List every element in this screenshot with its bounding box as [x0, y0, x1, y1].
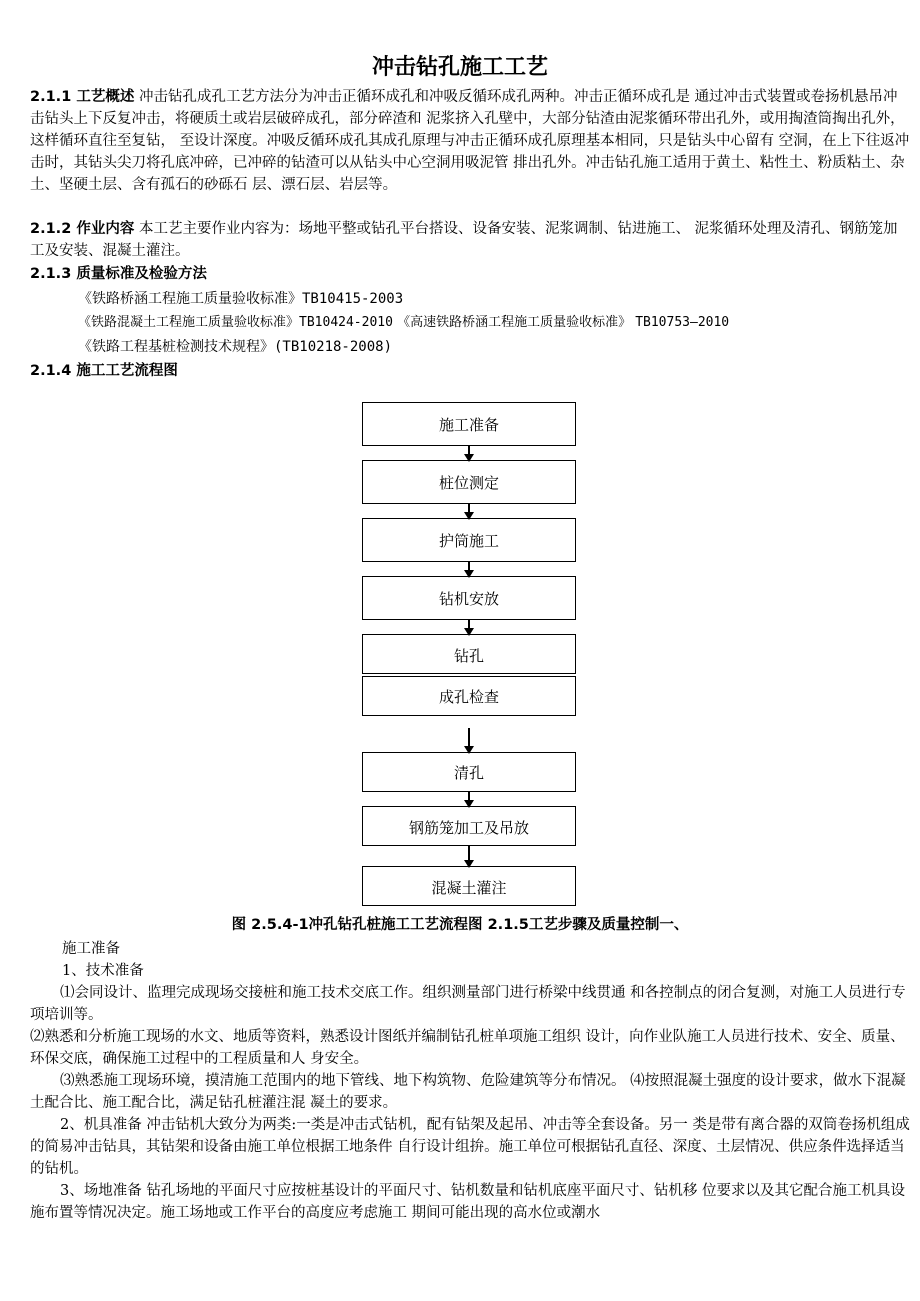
- paragraph: 1、技术准备: [62, 963, 144, 979]
- flow-step: 成孔检查: [362, 676, 576, 716]
- standard-reference: 《铁路桥涵工程施工质量验收标准》TB10415-2003: [78, 291, 404, 307]
- section-2-1-4-heading: 2.1.4 施工工艺流程图: [30, 363, 178, 379]
- figure-caption: 图 2.5.4-1冲孔钻孔桩施工工艺流程图 2.1.5工艺步骤及质量控制一、: [231, 917, 689, 933]
- flow-step: 钻孔: [362, 634, 576, 674]
- flow-arrow: [468, 792, 470, 806]
- flow-step: 清孔: [362, 752, 576, 792]
- section-text: 本工艺主要作业内容为：场地平整或钻孔平台搭设、设备安装、泥浆调制、钻进施工、 泥浆循环处理及清孔、钢筋笼加工及安装、混凝土灌注。: [30, 221, 898, 259]
- flow-step: 钻机安放: [362, 576, 576, 620]
- section-2-1-3-heading: 2.1.3 质量标准及检验方法: [30, 266, 207, 282]
- page-title: 冲击钻孔施工工艺: [371, 55, 548, 80]
- flow-arrow: [468, 446, 470, 460]
- flow-arrow: [468, 728, 470, 752]
- flow-arrow: [468, 562, 470, 576]
- paragraph: 施工准备: [62, 941, 120, 957]
- flow-step: 钢筋笼加工及吊放: [362, 806, 576, 846]
- section-2-1-2: [30, 218, 912, 262]
- flow-step: 混凝土灌注: [362, 866, 576, 906]
- section-text: 冲击钻孔成孔工艺方法分为冲击正循环成孔和冲吸反循环成孔两种。冲击正循环成孔是 通过冲击式装置或卷扬机悬吊冲击钻头上下反复冲击，将硬质土或岩层破碎成孔，部分碎渣和 泥浆挤入孔壁中，大部分钻渣由泥浆循环带出孔外，或用掏渣筒掏出孔外，这样循环直往至复钻， 至设计深度。冲吸反循环成孔其成孔原理与冲击正循环成孔原理基本相同，只是钻头中心留有 空洞，在上下往返冲击时，其钻头尖刀将孔底冲碎，已冲碎的钻渣可以从钻头中心空洞用吸泥管 排出孔外。冲击钻孔施工适用于黄土、粘性土、粉质粘土、杂土、坚硬土层、含有孤石的砂砾石 层、漂石层、岩层等。: [30, 89, 910, 193]
- section-heading: 2.1.2 作业内容: [30, 221, 135, 237]
- flow-step: 桩位测定: [362, 460, 576, 504]
- standard-reference: 《铁路混凝土工程施工质量验收标准》TB10424-2010 《高速铁路桥涵工程施工质量验收标准》 TB10753—2010: [78, 315, 730, 330]
- flow-arrow: [468, 504, 470, 518]
- flow-arrow: [468, 620, 470, 634]
- standard-reference: 《铁路工程基桩检测技术规程》(TB10218-2008): [78, 339, 393, 355]
- paragraph: 2、机具准备 冲击钻机大致分为两类:一类是冲击式钻机，配有钻架及起吊、冲击等全套设备。另一 类是带有离合器的双筒卷扬机组成的简易冲击钻具，其钻架和设备由施工单位根据工地条件 自行设计组拚。施工单位可根据钻孔直径、深度、土层情况、供应条件选择适当的钻机。: [30, 1117, 910, 1177]
- flow-step: 施工准备: [362, 402, 576, 446]
- section-heading: 2.1.1 工艺概述: [30, 89, 135, 105]
- paragraph: 3、场地准备 钻孔场地的平面尺寸应按桩基设计的平面尺寸、钻机数量和钻机底座平面尺寸、钻机移 位要求以及其它配合施工机具设施布置等情况决定。施工场地或工作平台的高度应考虑施工 期间可能出现的高水位或潮水: [30, 1183, 905, 1221]
- paragraph: ⑶熟悉施工现场环境，摸清施工范围内的地下管线、地下构筑物、危险建筑等分布情况。 ⑷按照混凝土强度的设计要求，做水下混凝土配合比、施工配合比，满足钻孔桩灌注混 凝土的要求。: [30, 1073, 906, 1111]
- flow-arrow: [468, 846, 470, 866]
- paragraph: ⑵熟悉和分析施工现场的水文、地质等资料，熟悉设计图纸并编制钻孔桩单项施工组织 设计，向作业队施工人员进行技术、安全、质量、环保交底，确保施工过程中的工程质量和人 身安全。: [30, 1029, 905, 1067]
- section-2-1-1: [30, 86, 912, 196]
- flow-step: 护筒施工: [362, 518, 576, 562]
- paragraph: ⑴会同设计、监理完成现场交接桩和施工技术交底工作。组织测量部门进行桥梁中线贯通 和各控制点的闭合复测，对施工人员进行专项培训等。: [30, 985, 906, 1023]
